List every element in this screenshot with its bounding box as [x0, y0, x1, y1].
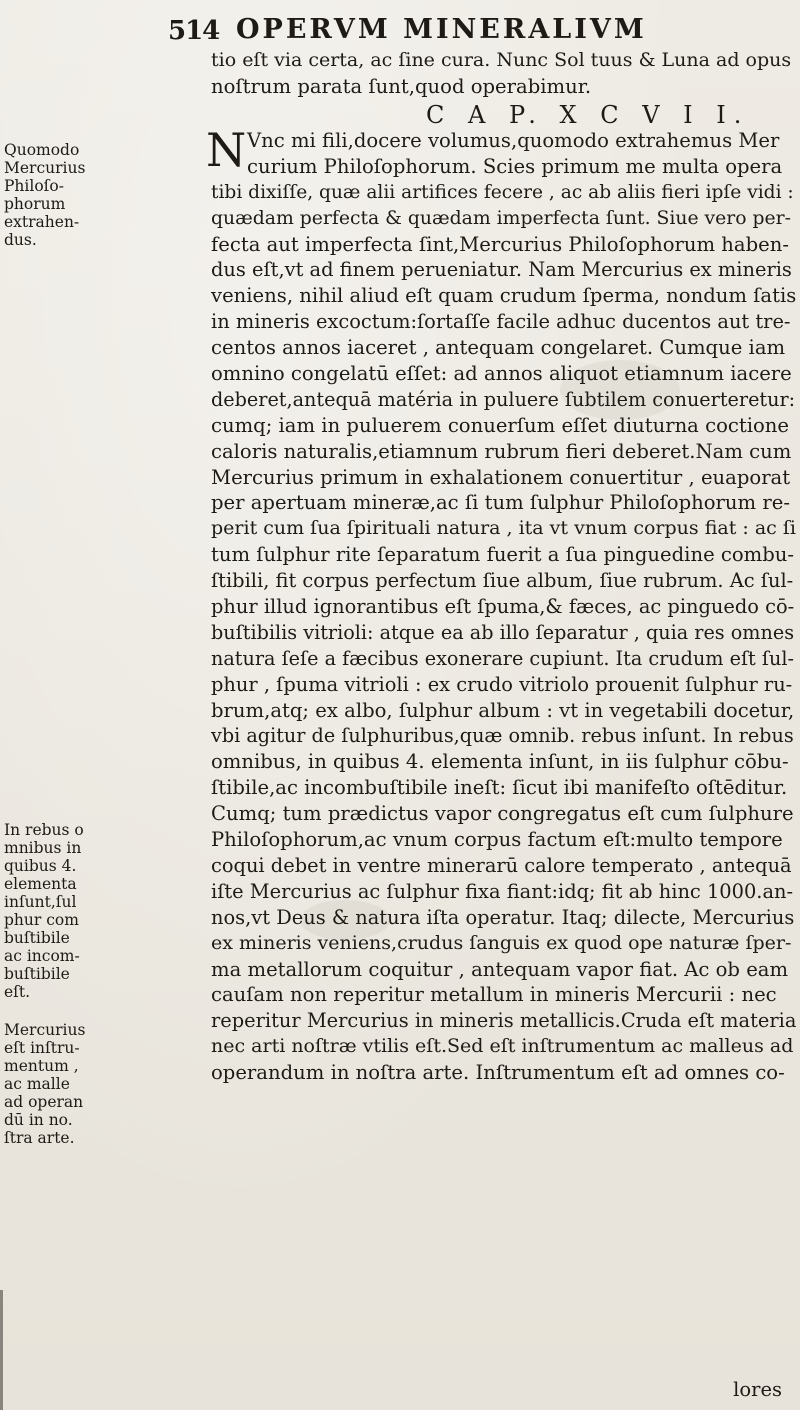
text-line: per apertuam mineræ,ac ſi tum ſulphur Philoſophorum re- [211, 491, 790, 515]
margin-note-line: mnibus in [4, 839, 82, 857]
text-line: buſtibilis vitrioli: atque ea ab illo ſeparatur , quia res omnes [211, 620, 795, 644]
text-line: ſtibili, fit corpus perfectum ſiue album, ſiue rubrum. Ac ſul- [211, 569, 794, 593]
margin-note-line: buſtibile [4, 965, 70, 983]
margin-note-line: Quomodo [4, 141, 80, 159]
text-line: quædam perfecta & quædam imperfecta ſunt. Siue vero per- [211, 207, 791, 229]
text-line: omnino congelatū eſſet: ad annos aliquot etiamnum iacere [211, 362, 792, 386]
text-line: vbi agitur de ſulphuribus,quæ omnib. rebus inſunt. In rebus [211, 724, 794, 748]
text-line: ſtibile,ac incombuſtibile ineſt: ſicut ibi manifeſto oſtēditur. [211, 776, 788, 800]
text-line: fecta aut imperfecta ſint,Mercurius Philoſophorum haben- [211, 232, 789, 256]
text-line: ex mineris veniens,crudus ſanguis ex quod ope naturæ ſper- [211, 931, 792, 954]
text-line: Philoſophorum,ac vnum corpus factum eſt:multo tempore [211, 828, 783, 852]
margin-note-extraction [4, 141, 84, 249]
main-text [211, 128, 796, 1086]
text-line: Vnc mi fili,docere volumus,quomodo extrahemus Mer [247, 129, 780, 152]
margin-note-line: eſt inſtru- [4, 1039, 80, 1057]
margin-note-line: ſtra arte. [4, 1129, 75, 1147]
margin-note-line: eſt. [4, 983, 31, 1001]
margin-note-sulphur [4, 821, 84, 1001]
text-line: tibi dixiſſe, quæ alii artifices fecere , ac ab aliis fieri ipſe vidi : [211, 181, 794, 203]
text-line: phur illud ignorantibus eſt ſpuma,& fæces, ac pinguedo cō- [211, 595, 795, 619]
margin-note-line: ad operan [4, 1093, 84, 1111]
margin-note-line: Philoſo- [4, 177, 64, 195]
drop-initial: N [206, 123, 247, 177]
margin-note-line: buſtibile [4, 929, 70, 947]
text-line: curium Philoſophorum. Scies primum me multa opera [247, 154, 783, 178]
text-line: Cumq; tum prædictus vapor congregatus eſt cum ſulphure [211, 802, 794, 826]
text-line: Mercurius primum in exhalationem conuertitur , euaporat [211, 465, 791, 489]
text-line: iſte Mercurius ac ſulphur fixa fiant:idq; fit ab hinc 1000.an- [211, 879, 794, 903]
margin-note-line: Mercurius [4, 1021, 86, 1039]
text-line: ma metallorum coquitur , antequam vapor fiat. Ac ob eam [211, 957, 789, 981]
binding-edge [0, 1290, 3, 1410]
text-line: reperitur Mercurius in mineris metallicis.Cruda eſt materia [211, 1009, 797, 1033]
margin-note-line: dū in no. [4, 1111, 73, 1129]
page-number: 514 [168, 16, 220, 46]
running-head [168, 10, 788, 50]
margin-note-line: Mercurius [4, 159, 86, 177]
text-line: deberet,antequā matéria in puluere ſubtilem conuerteretur: [211, 387, 796, 411]
text-line: omnibus, in quibus 4. elementa inſunt, in iis ſulphur cōbu- [211, 750, 789, 774]
margin-note-line: inſunt,ſul [4, 893, 77, 911]
text-line: veniens, nihil aliud eſt quam crudum ſperma, nondum ſatis [211, 284, 797, 308]
text-line: nos,vt Deus & natura iſta operatur. Itaq; dilecte, Mercurius [211, 905, 795, 929]
margin-note-line: mentum , [4, 1057, 79, 1075]
text-line: nec arti noſtræ vtilis eſt.Sed eſt inſtrumentum ac malleus ad [211, 1035, 794, 1058]
margin-note-line: dus. [4, 231, 37, 249]
margin-note-mercury-instrument [4, 1021, 84, 1147]
margin-note-line: extrahen- [4, 213, 80, 231]
margin-note-line: phur com [4, 911, 79, 929]
text-line: cumq; iam in puluerem conuerſum eſſet diuturna coctione [211, 413, 789, 437]
text-line: in mineris excoctum:ſortaſſe facile adhuc ducentos aut tre- [211, 310, 791, 334]
text-line: centos annos iaceret , antequam congelaret. Cumque iam [211, 336, 786, 360]
margin-note-line: phorum [4, 195, 66, 213]
margin-note-line: quibus 4. [4, 857, 77, 875]
catchword: lores [733, 1378, 782, 1401]
margin-note-line: ac incom- [4, 947, 80, 965]
opening-lines [211, 48, 796, 100]
text-line: dus eſt,vt ad finem perueniatur. Nam Mercurius ex mineris [211, 258, 792, 282]
text-line: operandum in noſtra arte. Inſtrumentum eſt ad omnes co- [211, 1061, 785, 1085]
margin-note-line: In rebus o [4, 821, 84, 839]
chapter-heading: C A P. X C V I I. [426, 101, 750, 129]
margin-note-line: ac malle [4, 1075, 70, 1093]
margin-note-line: elementa [4, 875, 77, 893]
running-title: OPERVM MINERALIVM [236, 14, 647, 45]
text-line: brum,atq; ex albo, ſulphur album : vt in vegetabili docetur, [211, 698, 795, 722]
text-line: natura ſeſe a fæcibus exonerare cupiunt. Ita crudum eſt ſul- [211, 646, 794, 670]
text-line: caloris naturalis,etiamnum rubrum fieri deberet.Nam cum [211, 439, 792, 463]
text-line: tio eſt via certa, ac ſine cura. Nunc Sol tuus & Luna ad opus [211, 49, 792, 71]
text-line: noſtrum parata ſunt,quod operabimur. [211, 74, 592, 98]
text-line: cauſam non reperitur metallum in mineris Mercurii : nec [211, 983, 777, 1007]
text-line: perit cum ſua ſpirituali natura , ita vt vnum corpus fiat : ac ſi [211, 517, 796, 540]
text-line: coqui debet in ventre minerarū calore temperato , antequā [211, 853, 792, 877]
text-line: phur , ſpuma vitrioli : ex crudo vitriolo prouenit ſulphur ru- [211, 672, 793, 696]
text-line: tum ſulphur rite ſeparatum fuerit a ſua pinguedine combu- [211, 543, 795, 567]
